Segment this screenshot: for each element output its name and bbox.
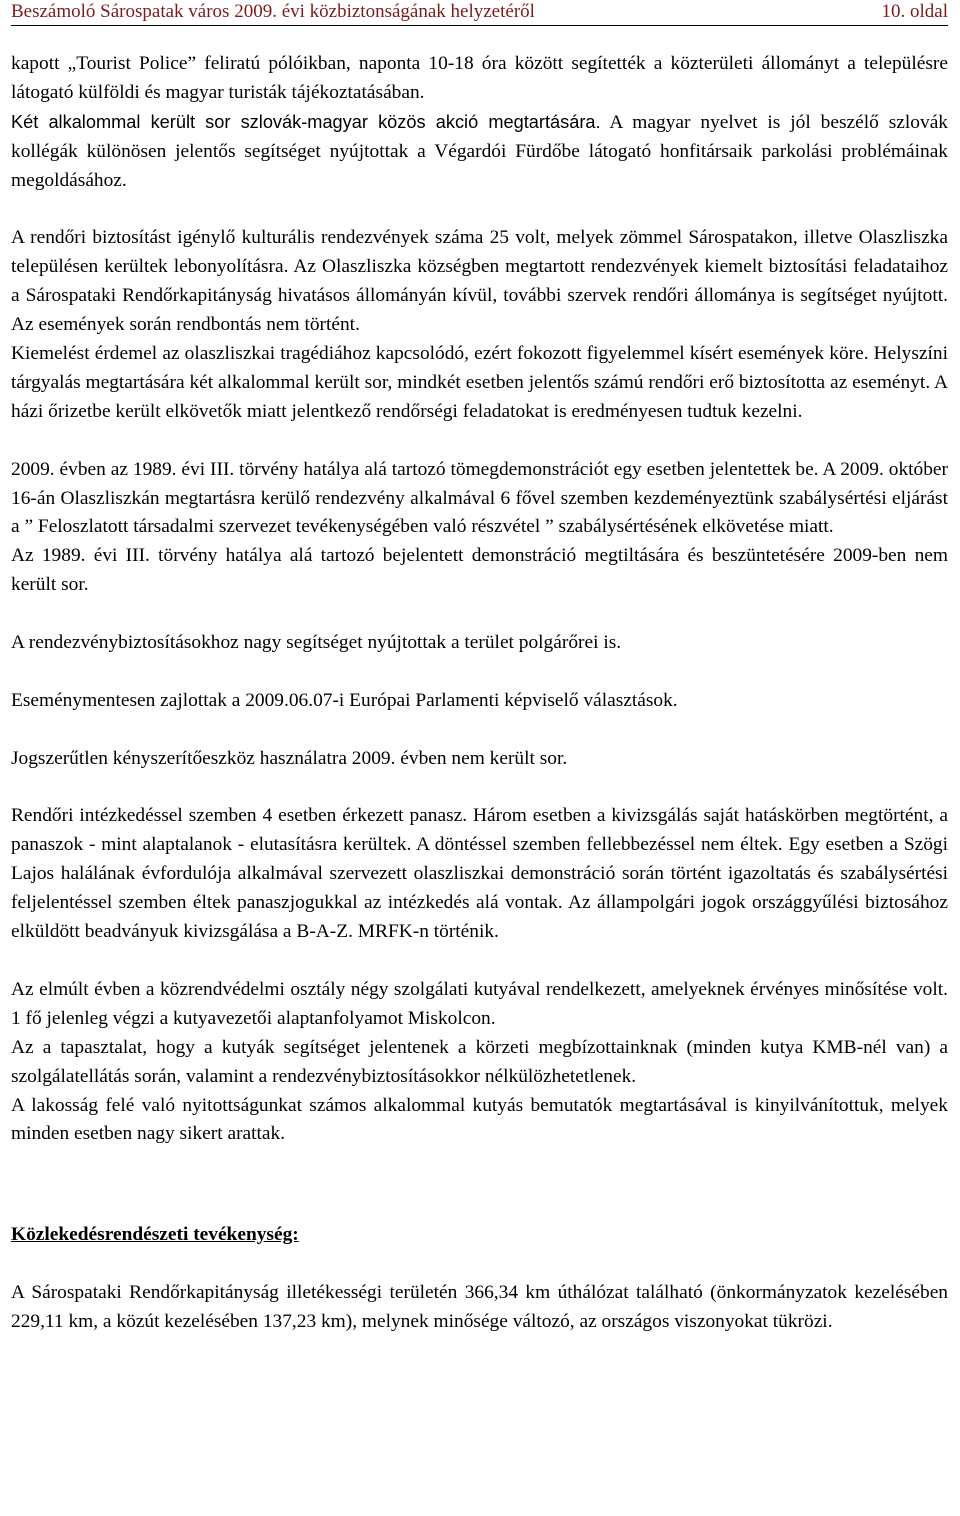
paragraph-text: A magyar nyelvet is jól beszélő szlovák kollégák különösen jelentős segítséget nyújtottak a Végardói Fürdőbe látogató honfitársaik parkolási problémáinak megoldásához. — [11, 111, 948, 191]
paragraph: A lakosság felé való nyitottságunkat számos alkalommal kutyás bemutatók megtartásával is kinyilvánítottuk, melyek minden esetben nagy sikert arattak. — [11, 1094, 948, 1145]
paragraph: Az 1989. évi III. törvény hatálya alá tartozó bejelentett demonstráció megtiltására és beszüntetésére 2009-ben nem került sor. — [11, 545, 948, 596]
page-header — [11, 0, 948, 26]
paragraph: Jogszerűtlen kényszerítőeszköz használatra 2009. évben nem került sor. — [11, 747, 568, 769]
section-heading: Közlekedésrendészeti tevékenység: — [11, 1224, 299, 1246]
paragraph-text: kapott „Tourist Police” feliratú pólóikban, naponta 10-18 óra között segítették a közterületi állományt a településre látogató külföldi és magyar turisták tájékoztatásában. — [11, 53, 948, 103]
paragraph: Az a tapasztalat, hogy a kutyák segítséget jelentenek a körzeti megbízottainknak (minden kutya KMB-nél van) a szolgálatellátás során, valamint a rendezvénybiztosításokkor nélkülözhetetlenek. — [11, 1036, 948, 1087]
header-title: Beszámoló Sárospatak város 2009. évi közbiztonságának helyzetéről — [11, 1, 535, 22]
paragraph: Kiemelést érdemel az olaszliszkai tragédiához kapcsolódó, ezért fokozott figyelemmel kísért események köre. Helyszíni tárgyalás megtartására két alkalommal került sor, mindkét esetben jelentős számú rendőri erő biztosította az eseményt. A házi őrizetbe került elkövetők miatt jelentkező rendőrségi feladatokat is eredményesen tudtuk kezelni. — [11, 343, 948, 422]
paragraph: A Sárospataki Rendőrkapitányság illetékességi területén 366,34 km úthálózat található (önkormányzatok kezelésében 229,11 km, a közút kezelésében 137,23 km), melynek minősége változó, az országos viszonyokat tükrözi. — [11, 1282, 948, 1333]
paragraph: Rendőri intézkedéssel szemben 4 esetben érkezett panasz. Három esetben a kivizsgálás saját hatáskörben megtörtént, a panaszok - mint alaptalanok - elutasításra kerültek. A döntéssel szemben fellebbezéssel nem éltek. Egy esetben a Szögi Lajos halálának évfordulója alkalmával szervezett olaszliszkai demonstráció során történt igazoltatás és szabálysértési feljelentéssel szemben éltek panaszjogukkal az intézkedés alá vontak. Az állampolgári jogok országgyűlési biztosához elküldött beadványuk kivizsgálása a B-A-Z. MRFK-n történik. — [11, 805, 948, 943]
paragraph: A rendőri biztosítást igénylő kulturális rendezvények száma 25 volt, melyek zömmel Sárospatakon, illetve Olaszliszka településen kerültek lebonyolításra. Az Olaszliszka községben megtartott rendezvények kiemelt biztosítási feladataihoz a Sárospataki Rendőrkapitányság hivatásos állományán kívül, további szervek rendőri állománya is segítséget nyújtott. Az események során rendbontás nem történt. — [11, 227, 948, 336]
paragraph: A rendezvénybiztosításokhoz nagy segítséget nyújtottak a terület polgárőrei is. — [11, 632, 622, 654]
paragraph: Eseménymentesen zajlottak a 2009.06.07-i Európai Parlamenti képviselő választások. — [11, 689, 678, 711]
header-page-number: 10. oldal — [881, 1, 948, 22]
paragraph: 2009. évben az 1989. évi III. törvény hatálya alá tartozó tömegdemonstrációt egy esetben jelentettek be. A 2009. október 16-án Olaszliszkán megtartásra kerülő rendezvény alkalmával 6 fővel szemben kezdeményeztünk szabálysértési eljárást a ” Feloszlatott társadalmi szervezet tevékenységében való részvétel ” szabálysértésének elkövetése miatt. — [11, 458, 948, 538]
paragraph-text-sans: Két alkalommal került sor szlovák-magyar közös akció megtartására. — [11, 111, 601, 132]
paragraph — [11, 50, 948, 196]
document-body — [11, 50, 948, 1337]
paragraph: Az elmúlt évben a közrendvédelmi osztály négy szolgálati kutyával rendelkezett, amelyeknek érvényes minősítése volt. 1 fő jelenleg végzi a kutyavezetői alaptanfolyamot Miskolcon. — [11, 978, 948, 1029]
